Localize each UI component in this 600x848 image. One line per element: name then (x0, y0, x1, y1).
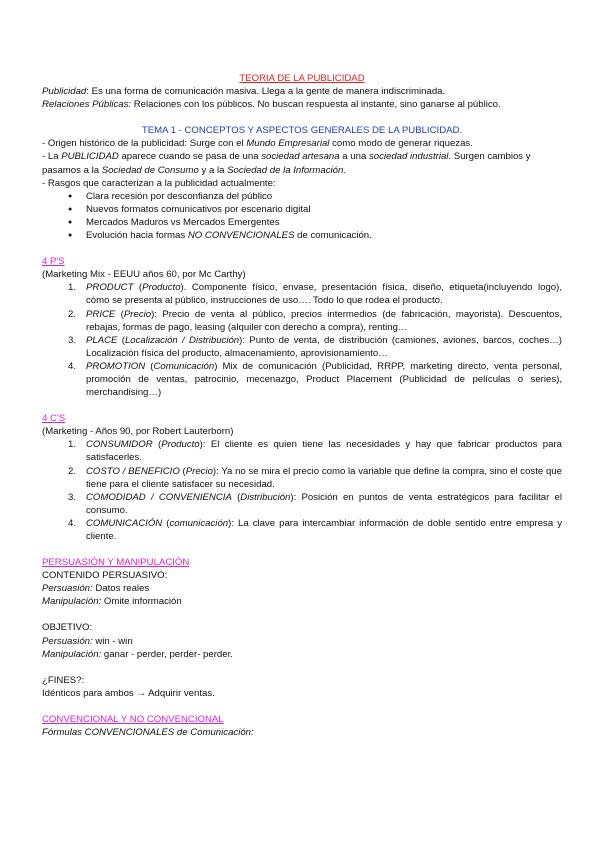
objetivo-heading: OBJETIVO: (42, 622, 93, 634)
l2-f: . (343, 164, 347, 176)
item-number: 4. (68, 517, 77, 529)
publicidad-definition (42, 85, 562, 98)
item-text: . Componente físico, envase, presentación física, diseño, etiqueta(incluyendo logo), cómo se presenta al público, instrucciones de uso…. Todo lo que rodea el producto. (86, 282, 562, 307)
paren-open: ( (117, 334, 125, 346)
l2-i3: sociedad industrial (368, 151, 449, 163)
objetivo-persuasion (42, 635, 562, 648)
item-text: Mix de comunicación (Publicidad, RRPP, marketing directo, venta personal, promoción de ventas, patrocinio, mecenazgo, Product Placement (Publicidad de películas o series), merchandising…) (86, 360, 562, 399)
item-number: 3. (68, 491, 77, 503)
rrpp-text: Relaciones con los públicos. No buscan respuesta al instante, sino ganarse al público. (131, 99, 501, 111)
four-ps-title-row (42, 255, 562, 268)
term: Manipulación: (42, 648, 102, 660)
formulas-heading (42, 726, 562, 739)
paren-open: ( (179, 465, 186, 477)
tema1-line-origen (42, 137, 562, 150)
list-item (42, 334, 562, 360)
four-cs-title: 4 C'S (42, 413, 66, 425)
text: ganar - perder, perder- perder. (101, 648, 233, 660)
convencional-title-row (42, 713, 562, 726)
l2-c: a una (339, 151, 369, 163)
four-ps-list (42, 281, 562, 399)
l2-a: - La (42, 151, 62, 163)
formulas-text: Fórmulas CONVENCIONALES de Comunicación: (42, 727, 254, 739)
text: Datos reales (92, 583, 150, 595)
tema1-title: TEMA 1 - CONCEPTOS Y ASPECTOS GENERALES DE LA PUBLICIDAD. (141, 125, 463, 137)
convencional-title: CONVENCIONAL Y NO CONVENCIONAL (42, 713, 224, 725)
list-item (42, 308, 562, 334)
item-paren-term: Producto (142, 282, 181, 294)
item-paren-term: Distribución (240, 491, 291, 503)
four-ps-subtitle: (Marketing Mix - EEUU años 60, por Mc Carthy) (42, 269, 246, 281)
list-item (42, 281, 562, 307)
persuasion-title-row (42, 556, 562, 569)
contenido-manipulacion (42, 595, 562, 608)
item-number: 1. (68, 282, 77, 294)
item-paren-term: Precio (185, 465, 213, 477)
paren-open: ( (115, 308, 124, 320)
text: win - win (92, 635, 133, 647)
publicidad-term: Publicidad (42, 86, 87, 98)
item-text: : Precio de venta al público, precios intermedios (de fabricación, mayorista). Descuentos, rebajas, formas de pago, leasing (alquiler con derecho a compra), renting… (86, 308, 562, 333)
paren-close: ) (228, 517, 232, 529)
item-term: COMODIDAD / CONVENIENCIA (86, 491, 232, 503)
l2-b: aparece cuando se pasa de una (118, 151, 262, 163)
text: Omite información (101, 596, 182, 608)
l2-i1: PUBLICIDAD (61, 151, 119, 163)
item-term: PRICE (86, 308, 116, 320)
document-page (42, 72, 562, 739)
list-item (42, 438, 562, 464)
list-item: ● Clara recesión por desconfianza del público (42, 190, 562, 203)
paren-close: ) (290, 491, 294, 503)
l2-i5: Sociedad de la Información (227, 164, 344, 176)
item-text: : Punto de venta, de distribución (camiones, aviones, barcos, coches…) Localización física del producto, almacenamiento, aprovisionamiento… (86, 334, 562, 359)
item-text: : El cliente es quien tiene las necesidades y hay que fabricar productos para satisfacerles. (86, 439, 562, 464)
list-item: ● Nuevos formatos comunicativos por escenario digital (42, 203, 562, 216)
paren-close: ) (199, 439, 203, 451)
four-cs-subtitle: (Marketing - Años 90, por Robert Lauterborn) (42, 426, 234, 438)
item-term: PLACE (86, 334, 118, 346)
doc-title-row (42, 72, 562, 85)
item-number: 2. (68, 308, 77, 320)
tema1-title-row (42, 124, 562, 137)
item-term: COSTO / BENEFICIO (86, 465, 180, 477)
item-paren-term: Producto (161, 439, 200, 451)
publicidad-text: : Es una forma de comunicación masiva. Llega a la gente de manera indiscriminada. (86, 86, 446, 98)
l2-i4: Sociedad de Consumo (101, 164, 199, 176)
list-item (42, 229, 562, 242)
item-number: 3. (68, 334, 77, 346)
item-term: PRODUCT (86, 282, 134, 294)
item-term: COMUNICACIÓN (86, 517, 163, 529)
list-item (42, 517, 562, 543)
l2-e: y a la (198, 164, 228, 176)
paren-close: ) (214, 360, 218, 372)
paren-open: ( (133, 282, 143, 294)
list-item: ● Mercados Maduros vs Mercados Emergentes (42, 216, 562, 229)
paren-open: ( (231, 491, 241, 503)
term: Persuasión: (42, 635, 93, 647)
origen-text-a: - Origen histórico de la publicidad: Surge con el (42, 138, 247, 150)
objetivo-manipulacion (42, 648, 562, 661)
item-number: 4. (68, 360, 77, 372)
contenido-persuasion (42, 582, 562, 595)
persuasion-title: PERSUASIÓN Y MANIPULACIÓN (42, 557, 190, 569)
list-item (42, 360, 562, 399)
b4-a: Evolución hacia formas (86, 230, 188, 242)
l2-d: . Surgen cambios y pasamos a la (42, 151, 531, 176)
four-cs-list (42, 438, 562, 543)
paren-close: ) (180, 282, 184, 294)
item-paren-term: comunicación (169, 517, 229, 529)
paren-open: ( (145, 360, 154, 372)
rasgos-list (42, 190, 562, 242)
item-text: : La clave para intercambiar información de doble sentido entre empresa y cliente. (86, 517, 562, 542)
item-term: PROMOTION (86, 360, 146, 372)
item-number: 1. (68, 439, 77, 451)
four-ps-title: 4 P'S (42, 256, 65, 268)
list-item (42, 465, 562, 491)
paren-open: ( (162, 517, 170, 529)
item-paren-term: Precio (123, 308, 152, 320)
four-cs-title-row (42, 412, 562, 425)
paren-close: ) (239, 334, 243, 346)
list-item (42, 491, 562, 517)
contenido-heading: CONTENIDO PERSUASIVO: (42, 570, 168, 582)
b4-i: NO CONVENCIONALES (187, 230, 295, 242)
fines-heading: ¿FINES?: (42, 674, 85, 686)
item-text: : Posición en puntos de venta estratégicos para facilitar el consumo. (86, 491, 562, 516)
tema1-line-publicidad (42, 150, 562, 176)
origen-text-b: como modo de generar riquezas. (329, 138, 473, 150)
origen-italic: Mundo Empresarial (246, 138, 330, 150)
l2-i2: sociedad artesana (261, 151, 340, 163)
item-text: : Ya no se mira el precio como la variable que define la compra, sino el coste que tiene para el cliente satisfacer su necesidad. (86, 465, 562, 490)
item-paren-term: Comunicación (153, 360, 215, 372)
term: Persuasión: (42, 583, 93, 595)
b4-b: de comunicación. (294, 230, 372, 242)
tema1-line-rasgos: - Rasgos que caracterizan a la publicidad actualmente: (42, 177, 276, 189)
fines-text: Idénticos para ambos → Adquirir ventas. (42, 687, 215, 699)
item-term: CONSUMIDOR (86, 439, 153, 451)
paren-close: ) (212, 465, 217, 477)
item-number: 2. (68, 465, 77, 477)
paren-open: ( (152, 439, 162, 451)
rrpp-definition (42, 98, 562, 111)
term: Manipulación: (42, 596, 102, 608)
item-paren-term: Localización / Distribución (124, 334, 240, 346)
paren-close: ) (151, 308, 155, 320)
rrpp-term: Relaciones Públicas: (42, 99, 132, 111)
doc-title: TEORIA DE LA PUBLICIDAD (239, 73, 365, 84)
